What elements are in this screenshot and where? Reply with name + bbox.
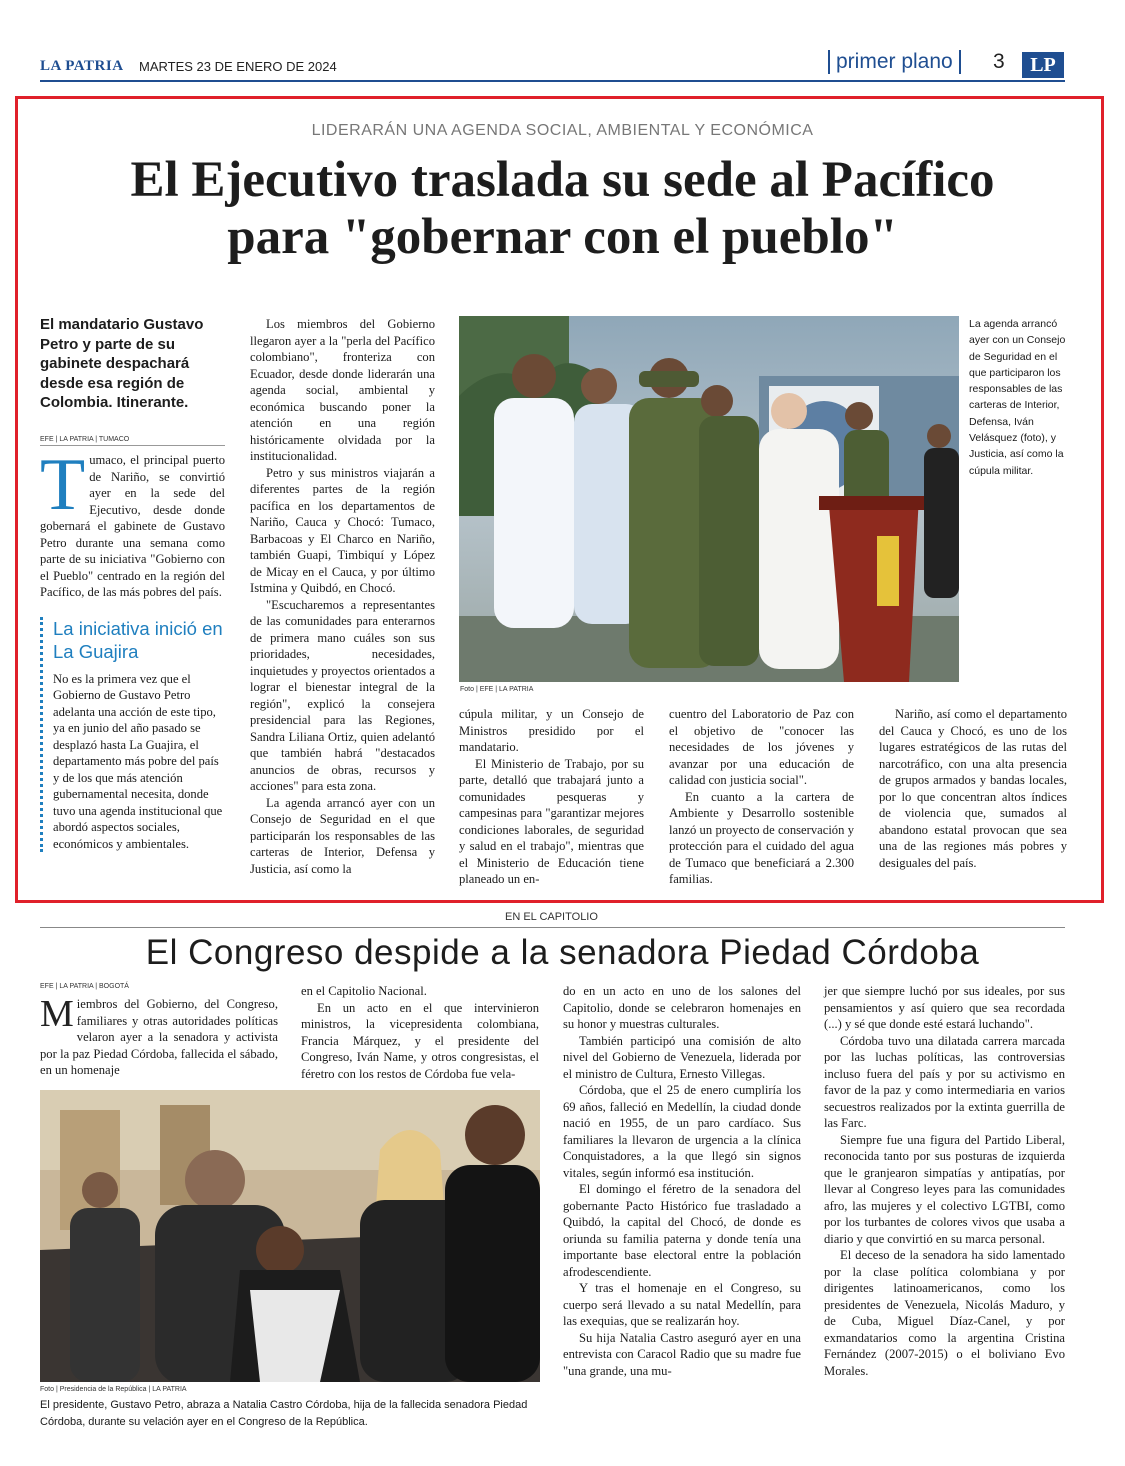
- story1-headline-line1: El Ejecutivo traslada su sede al Pacífico: [130, 152, 995, 208]
- paragraph: En un acto en el que intervinieron ministros, la vicepresidenta colombiana, Francia Márquez, y el presidente del Congreso, Iván Name, y otros congresistas, el féretro con los restos de Córdoba fue vela-: [301, 1000, 539, 1081]
- story1-column-4: [669, 706, 854, 888]
- story2-column-1: [40, 983, 278, 1079]
- story1-column-2: [250, 316, 435, 877]
- embrace-scene-illustration: [40, 1090, 540, 1382]
- paragraph: en el Capitolio Nacional.: [301, 984, 427, 998]
- paragraph: Petro y sus ministros viajarán a diferentes partes de la región pacífica en los departamentos de Nariño, Cauca y Chocó: Tumaco, Barbacoas y El Charco en Nariño, también Guapi, Timbiquí y López de Micay en el Cauca, y por último Istmina y Quibdó, en Chocó.: [250, 465, 435, 595]
- story2-dropcap: M: [40, 993, 74, 1035]
- paragraph: cúpula militar, y un Consejo de Ministros presidido por el mandatario.: [459, 707, 644, 754]
- masthead-logo: LA PATRIA: [40, 58, 124, 74]
- paragraph: Córdoba, que el 25 de enero cumpliría los 69 años, falleció en Medellín, la ciudad donde nació en 1955, de un paro cardíaco. Sus familiares la llevaron de urgencia a la clínica Conquistadores, a la que llegó sin signos vitales, según informó esa institución.: [563, 1083, 801, 1180]
- story2-section-label: EN EL CAPITOLIO: [505, 911, 598, 923]
- story1-photo-caption: La agenda arrancó ayer con un Consejo de Seguridad en el que participaron los responsables de las carteras de Interior, Defensa, Iván Velásquez (foto), y Justicia, así como la cúpula militar.: [969, 318, 1066, 477]
- story2-photo-credit: Foto | Presidencia de la República | LA PATRIA: [40, 1386, 187, 1393]
- story1-photo-credit: Foto | EFE | LA PATRIA: [460, 686, 534, 693]
- story1-column-1: [40, 436, 225, 852]
- story1-headline: [40, 152, 1085, 266]
- story1-dropcap: T: [40, 444, 86, 526]
- paragraph: Y tras el homenaje en el Congreso, su cuerpo será llevado a su natal Medellín, para las exequias, que se realizarán hoy.: [563, 1281, 801, 1328]
- paragraph: En cuanto a la cartera de Ambiente y Desarrollo sostenible lanzó un proyecto de conservación y protección para el cuidado del agua de Tumaco que beneficiará a 2.300 familias.: [669, 789, 854, 886]
- story2-photo-caption: El presidente, Gustavo Petro, abraza a Natalia Castro Córdoba, hija de la fallecida senadora Piedad Córdoba, durante su velación ayer en el Congreso de la República.: [40, 1399, 528, 1428]
- paragraph: La agenda arrancó ayer con un Consejo de Seguridad en el que participarán los responsables de las carteras de Interior, Defensa y Justicia, así como la: [250, 795, 435, 876]
- story2-photo: [40, 1090, 540, 1382]
- story1-headline-line2: para "gobernar con el pueblo": [227, 209, 898, 265]
- paragraph: Su hija Natalia Castro aseguró ayer en una entrevista con Caracol Radio que su madre fue "una grande, una mu-: [563, 1330, 801, 1378]
- paragraph: Siempre fue una figura del Partido Liberal, reconocida tanto por sus posturas de izquierda que le granjearon simpatías y antipatías, por llevar al Congreso leyes para las comunidades afro, las mujeres y el colectivo LGTBI, como por los turbantes de colores vivos que usaba a diario y que convirtió en su marca personal.: [824, 1132, 1065, 1246]
- story2-column-2: [301, 983, 539, 1082]
- section-name: primer plano: [828, 50, 961, 74]
- paragraph: jer que siempre luchó por sus ideales, por sus pensamientos y así quiero que sea recordada (...) y sé que donde esté estará luchando".: [824, 984, 1065, 1031]
- story1-sidebar-text: No es la primera vez que el Gobierno de Gustavo Petro adelanta una acción de este tipo, ya en junio del año pasado se desplazó hasta La Guajira, el departamento más pobre del país y de los que más atención gubernamental necesita, donde tuvo una agenda institucional que abordó aspectos sociales, económicos y ambientales.: [53, 671, 223, 851]
- header-rule: [40, 80, 1065, 82]
- story1-byline: EFE | LA PATRIA | TUMACO: [40, 436, 225, 446]
- story1-sidebar-title: La iniciativa inició en La Guajira: [53, 617, 223, 662]
- story2-lead: [40, 993, 278, 1079]
- story2-lead-text: iembros del Gobierno, del Congreso, familiares y otras autoridades políticas velaron ayer a la senadora y activista por la paz Piedad Córdoba, fallecida el sábado, en un homenaje: [40, 997, 278, 1077]
- paragraph: El domingo el féretro de la senadora del gobernante Pacto Histórico fue trasladado a Quibdó, la capital del Chocó, de donde es oriunda su familia paterna y donde tenía una importante base electoral entre la población afrodescendiente.: [563, 1182, 801, 1279]
- story1-sidebar: [40, 617, 225, 853]
- story2-rule: [40, 927, 1065, 928]
- paragraph: do en un acto en uno de los salones del Capitolio, donde se celebraron homenajes en su honor y muestras culturales.: [563, 984, 801, 1031]
- paragraph: El deceso de la senadora ha sido lamentado por la clase política colombiana y por dirigentes latinoamericanos, como los presidentes de Venezuela, Nicolás Maduro, y de Cuba, Miguel Díaz-Canel, y por exmandatarios como la argentina Cristina Fernández (2007-2015) o el boliviano Evo Morales.: [824, 1248, 1065, 1378]
- story2-headline: El Congreso despide a la senadora Piedad Córdoba: [145, 933, 980, 972]
- story2-column-4: [824, 983, 1065, 1379]
- paragraph: Córdoba tuvo una dilatada carrera marcada por las luchas políticas, las controversias incluso fuera del país y por su activismo en favor de la paz y como intermediaria en varios secuestros realizados por la extinta guerrilla de las Farc.: [824, 1033, 1065, 1130]
- story2-column-3: [563, 983, 801, 1379]
- story1-lead: [40, 444, 225, 601]
- story1-column-5: [879, 706, 1067, 871]
- issue-date: MARTES 23 DE ENERO DE 2024: [139, 59, 337, 74]
- story1-dek: El mandatario Gustavo Petro y parte de su gabinete despachará desde esa región de Colombia. Itinerante.: [40, 316, 204, 411]
- paragraph: También participó una comisión de alto nivel del Gobierno de Venezuela, liderada por el ministro de Cultura, Ernesto Villegas.: [563, 1033, 801, 1081]
- paragraph: Los miembros del Gobierno llegaron ayer a la "perla del Pacífico colombiano", fronteriza con Ecuador, desde donde liderarán una agenda social, ambiental y económica buscando poner la atención en una región históricamente olvidada por la institucionalidad.: [250, 317, 435, 463]
- podium-scene-illustration: [459, 316, 959, 682]
- paragraph: Nariño, así como el departamento del Cauca y Chocó, es uno de los lugares estratégicos de las rutas del narcotráfico, con una alta presencia de grupos armados y bandas locales, por lo que concentran altos índices de violencia que, sumados al abandono estatal provocan que sea una de las regiones más pobres y desiguales del país.: [879, 707, 1067, 870]
- paragraph: El Ministerio de Trabajo, por su parte, detalló que trabajará junto a comunidades pesqueras y campesinas para "garantizar mejores condiciones laborales, de seguridad y salud en el trabajo", mientras que el Ministerio de Educación tiene planeado un en-: [459, 756, 644, 886]
- story2-byline: EFE | LA PATRIA | BOGOTÁ: [40, 983, 129, 990]
- story1-column-3: [459, 706, 644, 888]
- paragraph: cuentro del Laboratorio de Paz con el objetivo de "conocer las necesidades de los jóvenes y avanzar por una educación de calidad con justicia social".: [669, 707, 854, 787]
- paragraph: "Escucharemos a representantes de las comunidades para enterarnos de primera mano cuáles son sus prioridades, necesidades, inquietudes y proyectos orientados a lograr el bienestar integral de la región", explicó la consejera presidencial para las Regiones, Sandra Liliana Ortiz, quien adelantó que también habrá "destacados anuncios de obras, recursos y acciones" para esta zona.: [250, 597, 435, 793]
- lp-logo-badge: LP: [1022, 52, 1064, 78]
- story1-kicker: LIDERARÁN UNA AGENDA SOCIAL, AMBIENTAL Y ECONÓMICA: [311, 122, 814, 139]
- story1-lead-text: umaco, el principal puerto de Nariño, se convirtió ayer en la sede del Ejecutivo, desde donde gobernará el gabinete de Gustavo Petro durante una semana como parte de su iniciativa "Gobierno con el Pueblo" centrado en la región del Pacífico, de las más pobres del país.: [40, 453, 225, 599]
- story1-photo: [459, 316, 959, 682]
- page-number: 3: [993, 50, 1005, 73]
